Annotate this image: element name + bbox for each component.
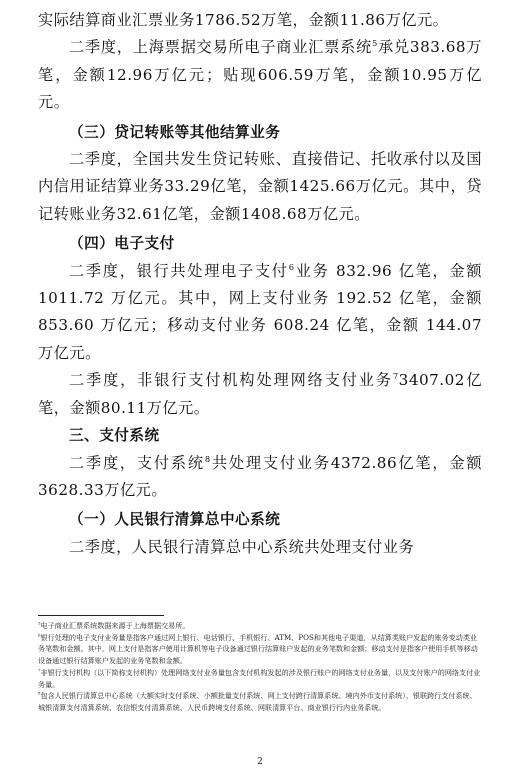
footnote-mark: 5	[38, 620, 41, 626]
footnote-ref[interactable]: 8	[204, 453, 211, 464]
footnote-ref[interactable]: 5	[371, 38, 378, 49]
footnote-ref[interactable]: 6	[288, 261, 295, 272]
footnote	[38, 667, 482, 690]
footnote-text: 电子商业汇票系统数据来源于上海票据交易所。	[40, 621, 190, 630]
footnote-text: 银行处理的电子支付业务量是指客户通过网上银行、电话银行、手机银行、ATM、POS和其他电子渠道，从结算类账户发起的账务变动类业务笔数和金额。其中，网上支付是指客户使用计算机等电子设备通过银行结算账户发起的业务笔数和金额；移动支付是指客户使用手机等移动设备通过银行结算账户发起的业务笔数和金额。	[38, 632, 478, 666]
footnote-text: 包含人民银行清算总中心系统（大额实时支付系统、小额批量支付系统、网上支付跨行清算系统、境内外币支付系统）、银联跨行支付系统、城银清算支付清算系统、农信银支付清算系统、人民币跨境支付系统、网联清算平台、商业银行行内业务系统。	[38, 691, 477, 712]
footnote	[38, 632, 482, 667]
paragraph-text: 二季度，人民银行清算总中心系统共处理支付业务	[69, 537, 415, 556]
paragraph	[38, 367, 482, 422]
paragraph	[38, 450, 482, 505]
heading-text: （三）贷记转账等其他结算业务	[69, 123, 281, 141]
heading-text: （四）电子支付	[69, 235, 175, 253]
paragraph-text: 二季度，全国共发生贷记转账、直接借记、托收承付以及国内信用证结算业务33.29亿笔，金额1425.66万亿元。其中，贷记转账业务32.61亿笔，金额1408.68万亿元。	[38, 150, 482, 223]
footnote-text: 非银行支付机构（以下简称支付机构）处理网络支付业务量包含支付机构发起的涉及银行账户的网络支付业务量，以及支付账户的网络支付业务量。	[38, 667, 481, 689]
footnote-mark: 6	[38, 632, 41, 638]
paragraph-text: 实际结算商业汇票业务1786.52万笔，金额11.86万亿元。	[38, 11, 449, 29]
paragraph-text: 二季度，非银行支付机构处理网络支付业务	[69, 371, 393, 390]
section-heading	[38, 119, 482, 146]
paragraph-text: 承兑383.68万笔，金额12.96万亿元；贴现606.59万笔，金额10.95万亿元。	[38, 38, 482, 112]
footnote-mark: 8	[38, 690, 41, 696]
paragraph	[38, 146, 482, 228]
footnote	[38, 620, 482, 632]
heading-text: 三、支付系统	[69, 427, 160, 445]
paragraph-text: 二季度，支付系统	[69, 453, 205, 472]
heading-text: （一）人民银行清算总中心系统	[69, 511, 281, 529]
footnote-divider	[38, 615, 164, 616]
paragraph	[38, 7, 482, 34]
paragraph-text: 二季度，上海票据交易所电子商业汇票系统	[69, 38, 372, 57]
paragraph-text: 3407.02亿笔，金额80.11万亿元。	[38, 371, 483, 417]
section-heading	[38, 422, 482, 449]
page-number: 2	[257, 757, 263, 767]
section-heading	[38, 506, 482, 533]
footnote-mark: 7	[38, 667, 41, 673]
footnote	[38, 690, 482, 713]
section-heading	[38, 230, 482, 257]
paragraph	[38, 258, 482, 368]
paragraph-text: 二季度，银行共处理电子支付	[69, 261, 289, 280]
body-text	[38, 7, 482, 561]
paragraph	[38, 534, 482, 561]
footnotes	[38, 620, 482, 714]
paragraph-text: 共处理支付业务4372.86亿笔，金额3628.33万亿元。	[38, 453, 483, 499]
paragraph-text: 业务 832.96 亿笔，金额 1011.72 万亿元。其中，网上支付业务 192.52 亿笔，金额 853.60 万亿元；移动支付业务 608.24 亿笔，金额 144.07 万亿元。	[38, 261, 483, 362]
footnote-ref[interactable]: 7	[392, 371, 399, 382]
paragraph	[38, 34, 482, 116]
